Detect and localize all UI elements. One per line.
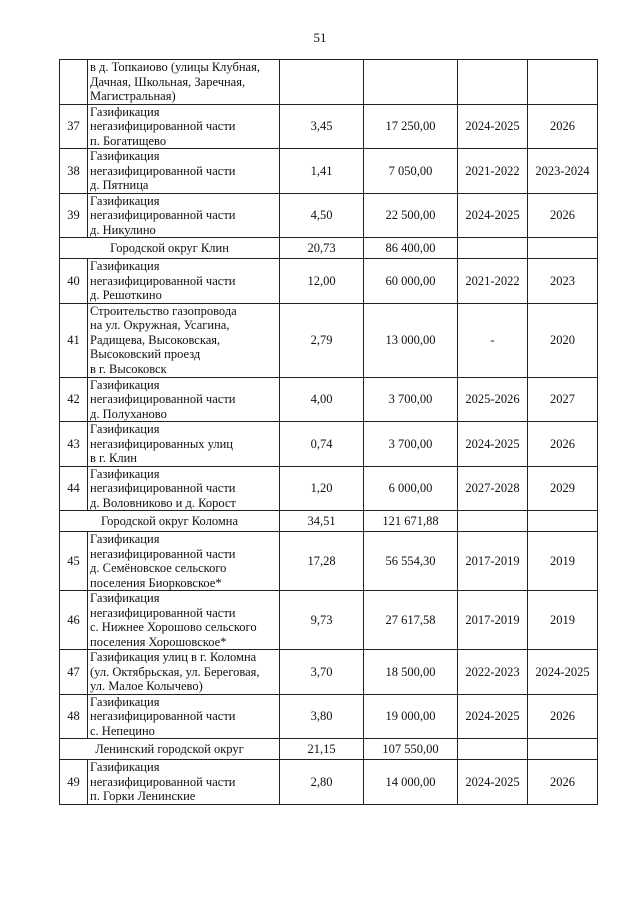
table-row [60, 377, 598, 422]
design-period-cell: 2022-2023 [458, 650, 528, 695]
design-period-cell: 2024-2025 [458, 104, 528, 149]
row-number-cell: 39 [60, 193, 88, 238]
cost-cell: 7 050,00 [364, 149, 458, 194]
group-length-cell: 34,51 [280, 511, 364, 532]
cost-cell: 18 500,00 [364, 650, 458, 695]
object-name-cell: Газификация негазифицированной части с. Непецино [88, 694, 280, 739]
empty-cell [528, 238, 598, 259]
group-cost-cell: 86 400,00 [364, 238, 458, 259]
row-number-cell: 41 [60, 303, 88, 377]
cost-cell [364, 60, 458, 105]
group-length-cell: 21,15 [280, 739, 364, 760]
design-period-cell: 2024-2025 [458, 193, 528, 238]
length-cell: 0,74 [280, 422, 364, 467]
group-name-cell: Городской округ Клин [60, 238, 280, 259]
object-name-cell: Газификация негазифицированных улиц в г. Клин [88, 422, 280, 467]
row-number-cell: 45 [60, 532, 88, 591]
design-period-cell [458, 60, 528, 105]
design-period-cell: - [458, 303, 528, 377]
object-name-cell: Газификация негазифицированной части п. Горки Ленинские [88, 760, 280, 805]
construction-year-cell: 2019 [528, 532, 598, 591]
length-cell: 1,41 [280, 149, 364, 194]
construction-year-cell: 2024-2025 [528, 650, 598, 695]
object-name-cell: Газификация негазифицированной части д. Никулино [88, 193, 280, 238]
row-number-cell: 43 [60, 422, 88, 467]
row-number-cell: 38 [60, 149, 88, 194]
gasification-table [59, 59, 598, 805]
table-row [60, 422, 598, 467]
object-name-cell: Газификация негазифицированной части д. Полуханово [88, 377, 280, 422]
group-row [60, 238, 598, 259]
row-number-cell: 44 [60, 466, 88, 511]
design-period-cell: 2017-2019 [458, 591, 528, 650]
row-number-cell: 49 [60, 760, 88, 805]
construction-year-cell: 2020 [528, 303, 598, 377]
table-row [60, 694, 598, 739]
construction-year-cell: 2019 [528, 591, 598, 650]
table-row [60, 466, 598, 511]
object-name-cell: Газификация негазифицированной части п. Богатищево [88, 104, 280, 149]
group-cost-cell: 121 671,88 [364, 511, 458, 532]
object-name-cell: Газификация негазифицированной части с. Нижнее Хорошово сельского поселения Хорошовское* [88, 591, 280, 650]
construction-year-cell: 2026 [528, 760, 598, 805]
table-row [60, 532, 598, 591]
row-number-cell: 40 [60, 259, 88, 304]
design-period-cell: 2027-2028 [458, 466, 528, 511]
construction-year-cell: 2026 [528, 422, 598, 467]
object-name-cell: Строительство газопровода на ул. Окружная, Усагина, Радищева, Высоковская, Высоковский проезд в г. Высоковск [88, 303, 280, 377]
design-period-cell: 2025-2026 [458, 377, 528, 422]
construction-year-cell: 2029 [528, 466, 598, 511]
construction-year-cell: 2026 [528, 193, 598, 238]
cost-cell: 27 617,58 [364, 591, 458, 650]
length-cell: 2,80 [280, 760, 364, 805]
group-row [60, 739, 598, 760]
length-cell: 3,70 [280, 650, 364, 695]
group-length-cell: 20,73 [280, 238, 364, 259]
row-number-cell: 37 [60, 104, 88, 149]
length-cell [280, 60, 364, 105]
construction-year-cell [528, 60, 598, 105]
object-name-cell: Газификация улиц в г. Коломна (ул. Октябрьская, ул. Береговая, ул. Малое Колычево) [88, 650, 280, 695]
page-number: 51 [313, 30, 327, 45]
row-number-cell: 47 [60, 650, 88, 695]
empty-cell [528, 739, 598, 760]
construction-year-cell: 2026 [528, 694, 598, 739]
length-cell: 4,00 [280, 377, 364, 422]
table-row [60, 760, 598, 805]
table-row [60, 193, 598, 238]
design-period-cell: 2021-2022 [458, 259, 528, 304]
empty-cell [458, 739, 528, 760]
length-cell: 1,20 [280, 466, 364, 511]
row-number-cell [60, 60, 88, 105]
object-name-cell: Газификация негазифицированной части д. Семёновское сельского поселения Биорковское* [88, 532, 280, 591]
length-cell: 12,00 [280, 259, 364, 304]
group-name-cell: Городской округ Коломна [60, 511, 280, 532]
empty-cell [458, 238, 528, 259]
object-name-cell: Газификация негазифицированной части д. Решоткино [88, 259, 280, 304]
cost-cell: 3 700,00 [364, 422, 458, 467]
design-period-cell: 2017-2019 [458, 532, 528, 591]
construction-year-cell: 2023-2024 [528, 149, 598, 194]
length-cell: 17,28 [280, 532, 364, 591]
cost-cell: 14 000,00 [364, 760, 458, 805]
table-row [60, 259, 598, 304]
empty-cell [528, 511, 598, 532]
cost-cell: 19 000,00 [364, 694, 458, 739]
construction-year-cell: 2027 [528, 377, 598, 422]
design-period-cell: 2024-2025 [458, 694, 528, 739]
cost-cell: 17 250,00 [364, 104, 458, 149]
design-period-cell: 2021-2022 [458, 149, 528, 194]
design-period-cell: 2024-2025 [458, 422, 528, 467]
cost-cell: 3 700,00 [364, 377, 458, 422]
table-row [60, 60, 598, 105]
cost-cell: 22 500,00 [364, 193, 458, 238]
object-name-cell: Газификация негазифицированной части д. Пятница [88, 149, 280, 194]
length-cell: 3,45 [280, 104, 364, 149]
cost-cell: 13 000,00 [364, 303, 458, 377]
cost-cell: 60 000,00 [364, 259, 458, 304]
table-row [60, 591, 598, 650]
length-cell: 3,80 [280, 694, 364, 739]
row-number-cell: 46 [60, 591, 88, 650]
empty-cell [458, 511, 528, 532]
object-name-cell: Газификация негазифицированной части д. Воловниково и д. Корост [88, 466, 280, 511]
row-number-cell: 42 [60, 377, 88, 422]
table-row [60, 104, 598, 149]
construction-year-cell: 2026 [528, 104, 598, 149]
cost-cell: 56 554,30 [364, 532, 458, 591]
row-number-cell: 48 [60, 694, 88, 739]
table-row [60, 303, 598, 377]
table-row [60, 149, 598, 194]
cost-cell: 6 000,00 [364, 466, 458, 511]
object-name-cell: в д. Топкаиово (улицы Клубная, Дачная, Школьная, Заречная, Магистральная) [88, 60, 280, 105]
length-cell: 4,50 [280, 193, 364, 238]
group-name-cell: Ленинский городской округ [60, 739, 280, 760]
length-cell: 9,73 [280, 591, 364, 650]
table-row [60, 650, 598, 695]
design-period-cell: 2024-2025 [458, 760, 528, 805]
length-cell: 2,79 [280, 303, 364, 377]
group-cost-cell: 107 550,00 [364, 739, 458, 760]
group-row [60, 511, 598, 532]
construction-year-cell: 2023 [528, 259, 598, 304]
